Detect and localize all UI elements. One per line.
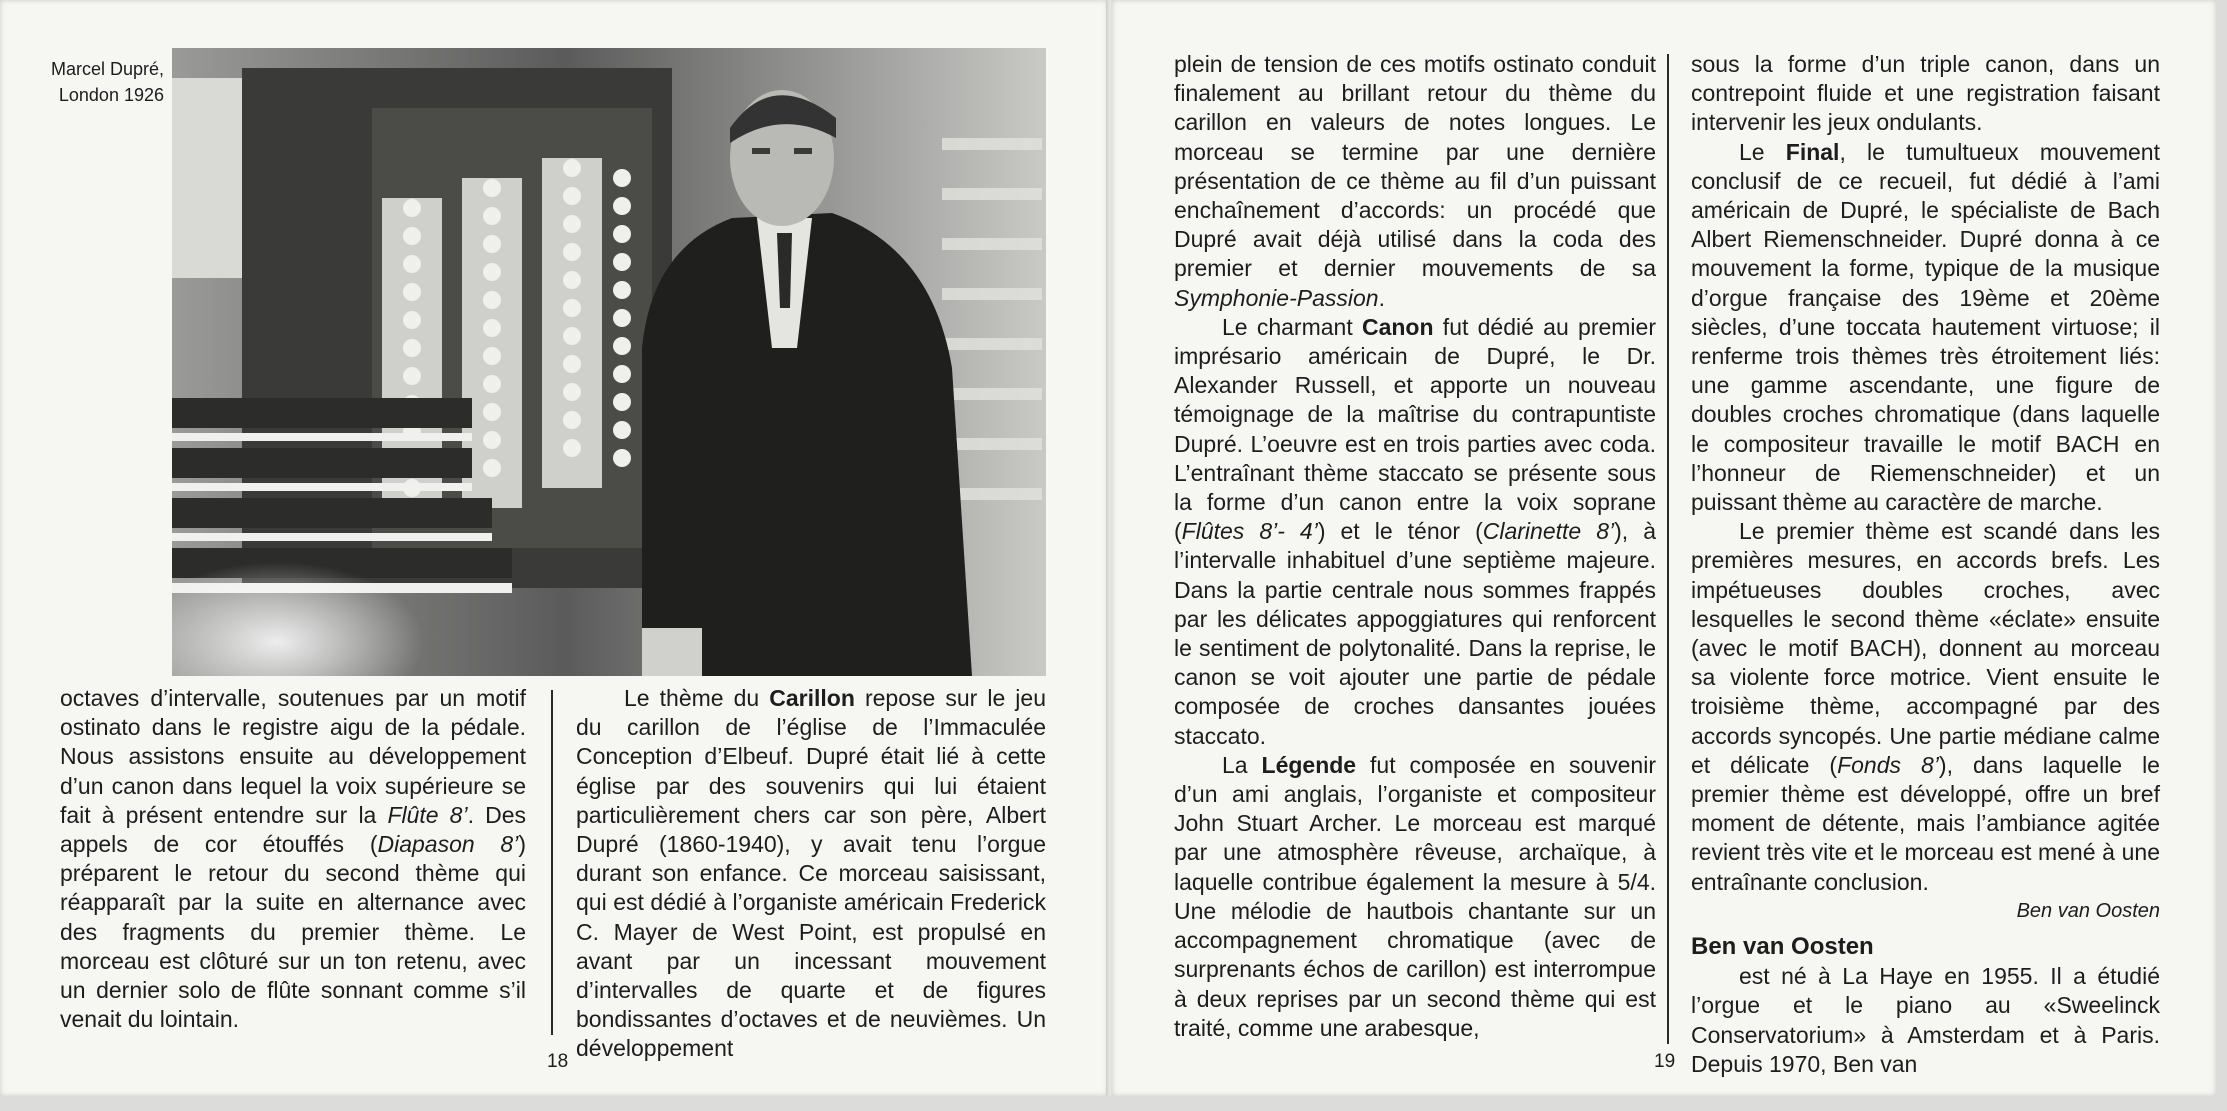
text-flow xyxy=(1174,50,1656,1043)
left-page-column-2 xyxy=(576,684,1046,1064)
text-flow xyxy=(1691,962,2160,1079)
paragraph: La Légende fut composée en souvenir d’un ami anglais, l’organiste et compositeur John Stuart Archer. Le morceau est marqué par une atmosphère rêveuse, archaïque, à laquelle contribue également la mesure à 5/4. Une mélodie de hautbois chantante sur un accompagnement chromatique (avec de surprenants échos de carillon) est interrompue à deux reprises par un second thème qui est traité, comme une arabesque, xyxy=(1174,751,1656,1041)
text-flow xyxy=(60,684,526,1034)
paragraph: Le premier thème est scandé dans les premières mesures, en accords brefs. Les impétueuses doubles croches, avec lesquelles le second thème «éclate» ensuite (avec le motif BACH), donnent au morceau sa violente force motrice. Vient ensuite le troisième thème, accompagné par des accords syncopés. Une partie médiane calme et délicate (Fonds 8’), dans laquelle le premier thème est développé, offre un bref moment de détente, mais l’ambiance agitée revient très vite et le morceau est mené à une entraînante conclusion. xyxy=(1691,518,2160,895)
paragraph: plein de tension de ces motifs ostinato conduit finalement au brillant retour du thème du carillon en valeurs de notes longues. Le morceau se termine par une dernière présentation de ce thème au fil d’un puissant enchaînement d’accords: un procédé que Dupré avait déjà utilisé dans la coda des premier et dernier mouvements de sa Symphonie-Passion. xyxy=(1174,51,1656,311)
column-rule xyxy=(551,690,553,1035)
left-page xyxy=(0,0,1108,1096)
italic-term: Diapason 8’ xyxy=(377,831,519,858)
text-flow xyxy=(1691,50,2160,897)
organist-photo-illustration xyxy=(172,48,1046,676)
bold-title: Final xyxy=(1785,138,1840,165)
paragraph: Le Final, le tumultueux mouvement conclusif de ce recueil, fut dédié à l’ami américain de Dupré, le spécialiste de Bach Albert Riemenschneider. Dupré donna à ce mouvement la forme, typique de la musique d’orgue française des 19ème et 20ème siècles, d’une toccata hautement virtuose; il renferme trois thèmes très étroitement liés: une gamme ascendante, une figure de doubles croches chromatique (dans laquelle le compositeur travaille le motif BACH en l’honneur de Riemenschneider) et un puissant thème au caractère de marche. xyxy=(1691,138,2160,516)
italic-term: Flûtes 8’- 4’ xyxy=(1181,518,1318,545)
author-signature: Ben van Oosten xyxy=(2016,899,2160,922)
caption-line-name: Marcel Dupré, xyxy=(50,59,164,79)
italic-term: Fonds 8’ xyxy=(1837,751,1939,778)
paragraph: Le charmant Canon fut dédié au premier imprésario américain de Dupré, le Dr. Alexander Russell, et apporte un nouveau témoignage de la maîtrise du contrapuntiste Dupré. L’oeuvre est en trois parties avec coda. L’entraînant thème staccato se présente sous la forme d’un canon entre la voix soprane (Flûtes 8’- 4’) et le ténor (Clarinette 8’), à l’intervalle inhabituel d’une septième majeure. Dans la partie centrale nous sommes frappés par les délicates appoggiatures qui renforcent le sentiment de polytonalité. Dans la reprise, le canon se voit ajouter une partie de pédale composée de croches dansantes jouées staccato. xyxy=(1174,313,1657,749)
right-page-column-1 xyxy=(1174,50,1656,1043)
page-number: 18 xyxy=(547,1051,569,1072)
page-number: 19 xyxy=(1654,1051,1676,1072)
column-rule xyxy=(1667,54,1669,1044)
right-page-column-2 xyxy=(1691,50,2160,1079)
organist-photo xyxy=(172,48,1046,676)
bold-title: Carillon xyxy=(769,685,855,711)
bio-heading: Ben van Oosten xyxy=(1691,933,1874,961)
italic-term: Flûte 8’ xyxy=(387,801,468,828)
italic-term: Clarinette 8’ xyxy=(1482,518,1615,545)
bold-title: Légende xyxy=(1261,751,1357,778)
caption-line-place: London 1926 xyxy=(58,85,164,105)
paragraph: est né à La Haye en 1955. Il a étudié l’orgue et le piano au «Sweelinck Conservatorium» à Amsterdam et à Paris. Depuis 1970, Ben van xyxy=(1691,963,2160,1077)
bold-title: Canon xyxy=(1361,313,1434,340)
text-flow xyxy=(576,684,1046,1064)
paragraph: Le thème du Carillon repose sur le jeu du carillon de l’église de l’Immaculée Conception d’Elbeuf. Dupré était lié à cette église par des souvenirs qui lui étaient particulièrement chers car son père, Albert Dupré (1860-1940), y avait tenu l’orgue durant son enfance. Ce morceau saisissant, qui est dédié à l’organiste américain Frederick C. Mayer de West Point, est propulsé en avant par un incessant mouvement d’intervalles de quarte et de figures bondissantes d’octaves et de neuvièmes. Un développement xyxy=(576,685,1046,1062)
paragraph: octaves d’intervalle, soutenues par un motif ostinato dans le registre aigu de la pédale. Nous assistons ensuite au développement d’un canon dans lequel la voix supérieure se fait à présent entendre sur la Flûte 8’. Des appels de cor étouffés (Diapason 8’) préparent le retour du second thème qui réapparaît par la suite en alternance avec des fragments du premier thème. Le morceau est clôturé sur un ton retenu, avec un dernier solo de flûte sonnant comme s’il venait du lointain. xyxy=(60,685,527,1033)
photo-caption xyxy=(30,56,164,108)
right-page xyxy=(1112,0,2216,1096)
paragraph: sous la forme d’un triple canon, dans un contrepoint fluide et une registration faisant intervenir les jeux ondulants. xyxy=(1691,51,2160,136)
left-page-column-1 xyxy=(60,684,526,1034)
italic-term: Symphonie-Passion xyxy=(1174,284,1379,311)
